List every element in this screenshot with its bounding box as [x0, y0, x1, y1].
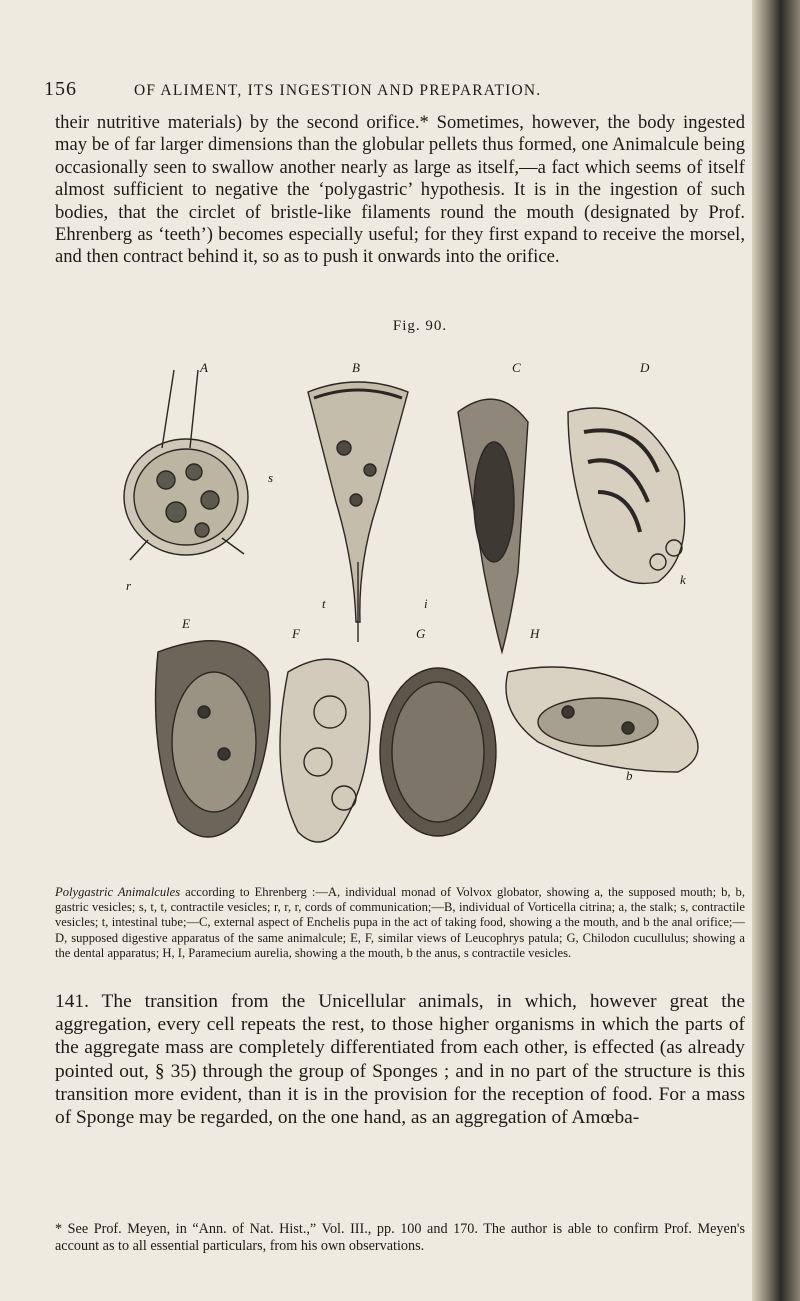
panel-c-illustration [458, 399, 528, 652]
polygastric-animalcules-figure [118, 352, 718, 872]
figure-title: Fig. 90. [392, 318, 448, 334]
panel-letter-c: C [512, 360, 521, 375]
panel-letter-g: G [416, 626, 426, 641]
panel-b-illustration [308, 382, 408, 642]
annotation-t: t [322, 596, 326, 611]
panel-a-illustration [124, 370, 248, 560]
panel-letter-h: H [530, 626, 540, 641]
annotation-i: i [424, 596, 428, 611]
running-head [44, 78, 744, 106]
panel-letter-b: B [352, 360, 360, 375]
panel-d-illustration [568, 408, 685, 583]
panel-h-illustration [506, 667, 698, 772]
panel-f-illustration [280, 659, 370, 842]
panel-e-illustration [156, 641, 271, 837]
panel-letter-d: D [640, 360, 650, 375]
running-title: OF ALIMENT, ITS INGESTION AND PREPARATION. [134, 82, 542, 99]
caption-lead: Polygastric Animalcules [55, 885, 181, 899]
footnote: * See Prof. Meyen, in “Ann. of Nat. Hist.,” Vol. III., pp. 100 and 170. The author is able to confirm Prof. Meyen's account as to all essential particulars, from his own observations. [55, 1221, 745, 1255]
intro-paragraph: their nutritive materials) by the second orifice.* Sometimes, however, the body ingested may be of far larger dimensions than the globular pellets thus formed, one Animalcule being occasionally seen to swallow another nearly as large as itself,—a fact which seems of itself almost sufficient to negative the ‘polygastric’ hypothesis. It is in the ingestion of such bodies, that the circlet of bristle-like filaments round the mouth (designated by Prof. Ehrenberg as ‘teeth’) becomes especially useful; for they first expand to receive the morsel, and then contract behind it, so as to push it onwards into the orifice. [55, 112, 745, 268]
book-edge-shadow [752, 0, 800, 1301]
panel-g-illustration [380, 668, 496, 836]
section-paragraph-141: 141. The transition from the Unicellular animals, in which, however great the aggregation, every cell repeats the rest, to those higher organisms in which the parts of the aggregate mass are completely differentiated from each other, is effected (as already pointed out, § 35) through the group of Sponges ; and in no part of the structure is this transition more evident, than it is in the provision for the reception of food. For a mass of Sponge may be regarded, on the one hand, as an aggregation of Amœba- [55, 991, 745, 1129]
annotation-b: b [626, 768, 633, 783]
annotation-s: s [268, 470, 274, 485]
panel-letter-a: A [200, 360, 208, 375]
figure-caption [55, 885, 745, 961]
annotation-r: r [126, 578, 132, 593]
page-number: 156 [44, 78, 77, 100]
panel-letter-e: E [182, 616, 190, 631]
caption-text: according to Ehrenberg :—A, individual monad of Volvox globator, showing a, the supposed mouth; b, b, gastric vesicles; s, t, t, contractile vesicles; r, r, r, cords of communication;—B, individual of Vorticella citrina; a, the stalk; s, contractile vesicles; t, intestinal tube;—C, external aspect of Enchelis pupa in the act of taking food, showing a the mouth, and b the anal orifice;—D, supposed digestive apparatus of the same animalcule; E, F, similar views of Leucophrys patula; G, Chilodon cucullulus; showing a the dental apparatus; H, I, Paramecium aurelia, showing a the mouth, b the anus, s contractile vesicles. [55, 885, 745, 960]
annotation-k: k [680, 572, 686, 587]
panel-letter-f: F [292, 626, 300, 641]
